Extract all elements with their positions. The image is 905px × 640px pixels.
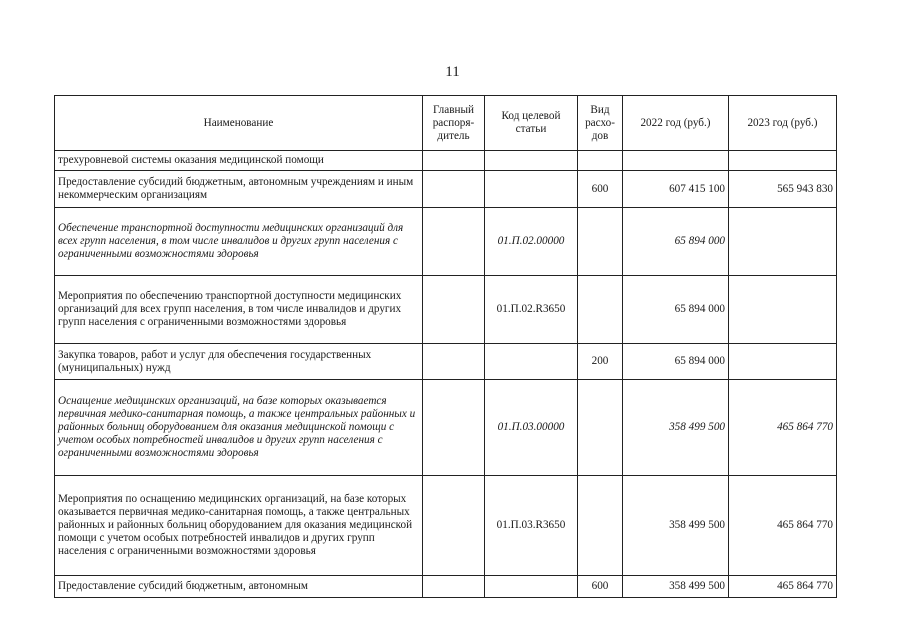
cell-expense-type <box>578 276 623 344</box>
cell-main-manager <box>423 344 485 380</box>
cell-main-manager <box>423 576 485 598</box>
cell-year-2022: 607 415 100 <box>623 171 729 208</box>
table-row <box>55 380 837 476</box>
cell-name: трехуровневой системы оказания медицинской помощи <box>55 151 423 171</box>
cell-target-code: 01.П.03.00000 <box>485 380 578 476</box>
cell-year-2022 <box>623 151 729 171</box>
cell-main-manager <box>423 276 485 344</box>
cell-year-2023 <box>729 344 837 380</box>
cell-year-2022: 65 894 000 <box>623 276 729 344</box>
cell-year-2023 <box>729 276 837 344</box>
cell-main-manager <box>423 151 485 171</box>
header-name: Наименование <box>55 96 423 151</box>
cell-year-2023 <box>729 208 837 276</box>
cell-year-2022: 65 894 000 <box>623 208 729 276</box>
cell-year-2023: 465 864 770 <box>729 380 837 476</box>
cell-target-code <box>485 576 578 598</box>
cell-target-code <box>485 151 578 171</box>
cell-target-code <box>485 344 578 380</box>
table-row <box>55 171 837 208</box>
table-row <box>55 576 837 598</box>
cell-main-manager <box>423 476 485 576</box>
cell-name: Мероприятия по обеспечению транспортной доступности медицинских организаций для всех групп населения, в том числе инвалидов и других групп населения с ограниченными возможностями здоровья <box>55 276 423 344</box>
cell-expense-type <box>578 208 623 276</box>
cell-main-manager <box>423 380 485 476</box>
header-target-code: Код целевой статьи <box>485 96 578 151</box>
cell-year-2022: 358 499 500 <box>623 476 729 576</box>
page-number: 11 <box>445 64 460 80</box>
cell-expense-type <box>578 380 623 476</box>
cell-year-2023: 465 864 770 <box>729 576 837 598</box>
cell-expense-type: 600 <box>578 171 623 208</box>
cell-target-code <box>485 171 578 208</box>
cell-target-code: 01.П.02.R3650 <box>485 276 578 344</box>
cell-expense-type <box>578 151 623 171</box>
cell-target-code: 01.П.03.R3650 <box>485 476 578 576</box>
cell-year-2023 <box>729 151 837 171</box>
cell-expense-type <box>578 476 623 576</box>
cell-expense-type: 600 <box>578 576 623 598</box>
cell-name: Предоставление субсидий бюджетным, автономным учреждениям и иным некоммерческим организациям <box>55 171 423 208</box>
header-main-manager: Главный распоря-дитель <box>423 96 485 151</box>
cell-name: Закупка товаров, работ и услуг для обеспечения государственных (муниципальных) нужд <box>55 344 423 380</box>
table-header-row <box>55 96 837 151</box>
cell-year-2022: 358 499 500 <box>623 576 729 598</box>
cell-target-code: 01.П.02.00000 <box>485 208 578 276</box>
cell-year-2023: 565 943 830 <box>729 171 837 208</box>
cell-name: Мероприятия по оснащению медицинских организаций, на базе которых оказывается первичная медико-санитарная помощь, а также центральных районных и районных больниц оборудованием для оказания медицинской помощи с учетом особых потребностей инвалидов и других групп населения с ограниченными возможностями здоровья <box>55 476 423 576</box>
table-row <box>55 151 837 171</box>
cell-name: Оснащение медицинских организаций, на базе которых оказывается первичная медико-санитарная помощь, а также центральных районных и районных больниц оборудованием для оказания медицинской помощи с учетом особых потребностей инвалидов и других групп населения с ограниченными возможностями здоровья <box>55 380 423 476</box>
header-expense-type: Вид расхо-дов <box>578 96 623 151</box>
table-row <box>55 344 837 380</box>
cell-main-manager <box>423 171 485 208</box>
cell-name: Предоставление субсидий бюджетным, автономным <box>55 576 423 598</box>
cell-main-manager <box>423 208 485 276</box>
table-row <box>55 208 837 276</box>
table-row <box>55 276 837 344</box>
cell-year-2023: 465 864 770 <box>729 476 837 576</box>
cell-name: Обеспечение транспортной доступности медицинских организаций для всех групп населения, в том числе инвалидов и других групп населения с ограниченными возможностями здоровья <box>55 208 423 276</box>
header-year-2023: 2023 год (руб.) <box>729 96 837 151</box>
cell-year-2022: 358 499 500 <box>623 380 729 476</box>
header-year-2022: 2022 год (руб.) <box>623 96 729 151</box>
budget-table <box>54 95 837 598</box>
cell-expense-type: 200 <box>578 344 623 380</box>
cell-year-2022: 65 894 000 <box>623 344 729 380</box>
table-row <box>55 476 837 576</box>
